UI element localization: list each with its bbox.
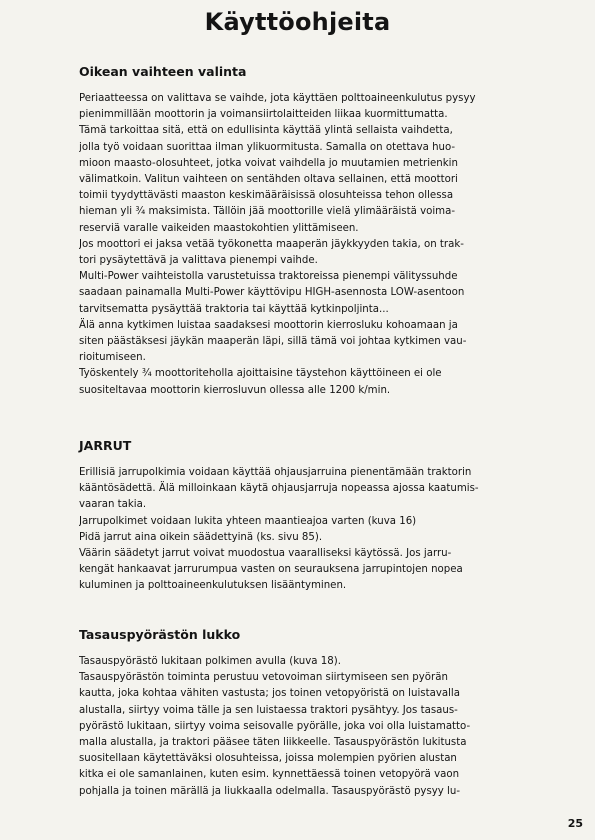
text-line: pyörästö lukitaan, siirtyy voima seisovalle pyörälle, joka voi olla luistamatto- — [79, 720, 471, 732]
text-line: Periaatteessa on valittava se vaihde, jota käyttäen polttoaineenkulutus pysyy — [79, 93, 476, 104]
text-line: rioitumiseen. — [79, 352, 146, 364]
text-line: mioon maasto-olosuhteet, jotka voivat vaihdella jo muutamien metrienkin — [79, 157, 458, 169]
text-line: tori pysäytettävä ja valittava pienempi vaihde. — [79, 255, 318, 267]
text-line: välimatkoin. Valitun vaihteen on sentähden oltava sellainen, että moottori — [79, 174, 458, 186]
text-line: malla alustalla, ja traktori pääsee täten liikkeelle. Tasauspyörästön lukitusta — [79, 737, 467, 749]
text-line: Tämä tarkoittaa sitä, että on edullisinta käyttää ylintä sellaista vaihdetta, — [79, 125, 453, 137]
text-line: Jos moottori ei jaksa vetää työkonetta maaperän jäykkyyden takia, on trak- — [79, 238, 464, 250]
page-number: 25 — [567, 817, 583, 830]
text-line: kitka ei ole samanlainen, kuten esim. kynnettäessä toinen vetopyörä vaon — [79, 769, 460, 781]
text-line: Pidä jarrut aina oikein säädettyinä (ks. sivu 85). — [79, 531, 323, 543]
text-line: alustalla, siirtyy voima tälle ja sen luistaessa traktori pysähtyy. Jos tasaus- — [79, 704, 458, 716]
text-line: Työskentely ¾ moottoriteholla ajoittaisine täystehon käyttöineen ei ole — [79, 368, 442, 380]
text-line: Multi-Power vaihteistolla varustetuissa traktoreissa pienempi välityssuhde — [79, 271, 458, 283]
text-line: siten päästäksesi jäykän maaperän läpi, sillä tämä voi johtaa kytkimen vau- — [79, 336, 467, 348]
text-line: vaaran takia. — [79, 499, 147, 511]
text-line: kautta, joka kohtaa vähiten vastusta; jos toinen vetopyöristä on luistavalla — [79, 688, 461, 700]
text-line: Jarrupolkimet voidaan lukita yhteen maantieajoa varten (kuva 16) — [79, 515, 417, 527]
text-line: reserviä varalle vaikeiden maastokohtien ylittämiseen. — [79, 222, 359, 234]
text-line: Erillisiä jarrupolkimia voidaan käyttää ohjausjarruina pienentämään traktorin — [79, 467, 472, 478]
text-line: pienimmillään moottorin ja voimansiirtolaitteiden liikaa kuormittumatta. — [79, 109, 448, 121]
section-heading-gear-selection: Oikean vaihteen valinta — [79, 64, 247, 79]
text-line: kääntösädettä. Älä milloinkaan käytä ohjausjarruja nopeassa ajossa kaatumis- — [79, 483, 479, 495]
text-line: suositeltavaa moottorin kierrosluvun ollessa alle 1200 k/min. — [79, 384, 391, 396]
section-body-gear-selection — [79, 91, 584, 399]
text-line: Tasauspyörästön toiminta perustuu vetovoiman siirtymiseen sen pyörän — [79, 672, 448, 684]
text-line: toimii tyydyttävästi maaston keskimääräisissä olosuhteissa tehon ollessa — [79, 190, 454, 202]
text-line: Väärin säädetyt jarrut voivat muodostua vaaralliseksi käytössä. Jos jarru- — [79, 548, 452, 560]
text-line: Älä anna kytkimen luistaa saadaksesi moottorin kierrosluku kohoamaan ja — [79, 319, 458, 331]
text-line: Tasauspyörästö lukitaan polkimen avulla (kuva 18). — [79, 656, 341, 667]
text-line: hieman yli ¾ maksimista. Tällöin jää moottorille vielä ylimääräistä voima- — [79, 206, 456, 218]
text-line: suositellaan käytettäväksi olosuhteissa, joissa molempien pyörien alustan — [79, 753, 457, 765]
page-title: Käyttöohjeita — [204, 8, 391, 36]
text-line: tarvitsematta pysäyttää traktoria tai käyttää kytkinpoljinta... — [79, 303, 389, 315]
text-line: saadaan painamalla Multi-Power käyttövipu HIGH-asennosta LOW-asentoon — [79, 287, 465, 299]
section-body-differential-lock — [79, 654, 584, 800]
text-line: kuluminen ja polttoaineenkulutuksen lisääntyminen. — [79, 580, 347, 592]
section-heading-differential-lock: Tasauspyörästön lukko — [79, 627, 241, 642]
section-heading-brakes: JARRUT — [79, 438, 132, 453]
section-body-brakes — [79, 465, 584, 595]
text-line: pohjalla ja toinen märällä ja liukkaalla odelmalla. Tasauspyörästö pysyy lu- — [79, 785, 461, 797]
text-line: jolla työ voidaan suorittaa ilman ylikuormitusta. Samalla on otettava huo- — [79, 141, 456, 153]
text-line: kengät hankaavat jarrurumpua vasten on seurauksena jarrupintojen nopea — [79, 564, 463, 576]
